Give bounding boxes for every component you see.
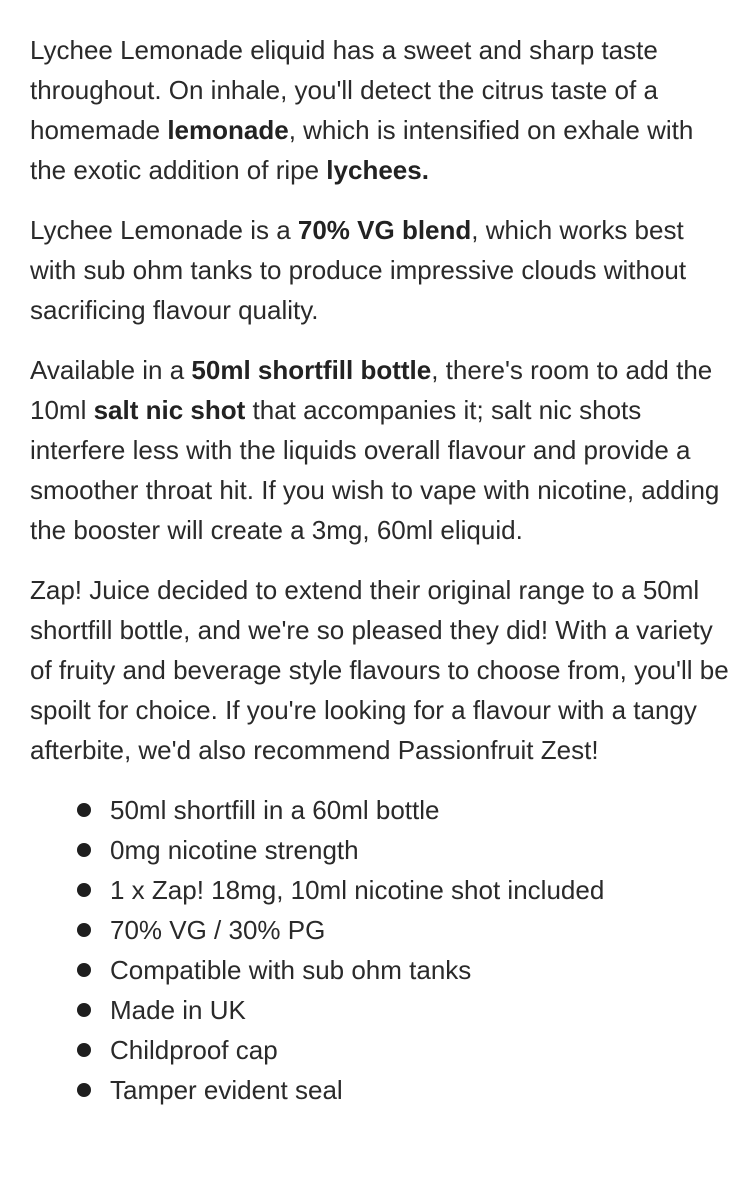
bullet-icon xyxy=(77,923,91,937)
list-item: Tamper evident seal xyxy=(110,1070,735,1110)
bullet-icon xyxy=(77,803,91,817)
list-item: Compatible with sub ohm tanks xyxy=(110,950,735,990)
list-item: 1 x Zap! 18mg, 10ml nicotine shot included xyxy=(110,870,735,910)
description-paragraph-flavour: Lychee Lemonade eliquid has a sweet and sharp taste throughout. On inhale, you'll detect the citrus taste of a homemade lemonade, which is intensified on exhale with the exotic addition of ripe lychees. xyxy=(30,35,694,185)
list-item: 50ml shortfill in a 60ml bottle xyxy=(110,790,735,830)
description-paragraph-brand: Zap! Juice decided to extend their original range to a 50ml shortfill bottle, and we're so pleased they did! With a variety of fruity and beverage style flavours to choose from, you'll be spoilt for choice. If you're looking for a flavour with a tangy afterbite, we'd also recommend Passionfruit Zest! xyxy=(30,575,729,765)
bullet-icon xyxy=(77,1043,91,1057)
feature-list xyxy=(30,790,735,1110)
bullet-icon xyxy=(77,883,91,897)
list-item: Made in UK xyxy=(110,990,735,1030)
list-item: Childproof cap xyxy=(110,1030,735,1070)
bullet-icon xyxy=(77,1003,91,1017)
product-description xyxy=(30,30,735,1110)
list-item: 0mg nicotine strength xyxy=(110,830,735,870)
bullet-icon xyxy=(77,843,91,857)
list-item: 70% VG / 30% PG xyxy=(110,910,735,950)
description-paragraph-shortfill: Available in a 50ml shortfill bottle, there's room to add the 10ml salt nic shot that accompanies it; salt nic shots interfere less with the liquids overall flavour and provide a smoother throat hit. If you wish to vape with nicotine, adding the booster will create a 3mg, 60ml eliquid. xyxy=(30,355,720,545)
bullet-icon xyxy=(77,963,91,977)
description-paragraph-vg-blend: Lychee Lemonade is a 70% VG blend, which works best with sub ohm tanks to produce impressive clouds without sacrificing flavour quality. xyxy=(30,215,687,325)
bullet-icon xyxy=(77,1083,91,1097)
